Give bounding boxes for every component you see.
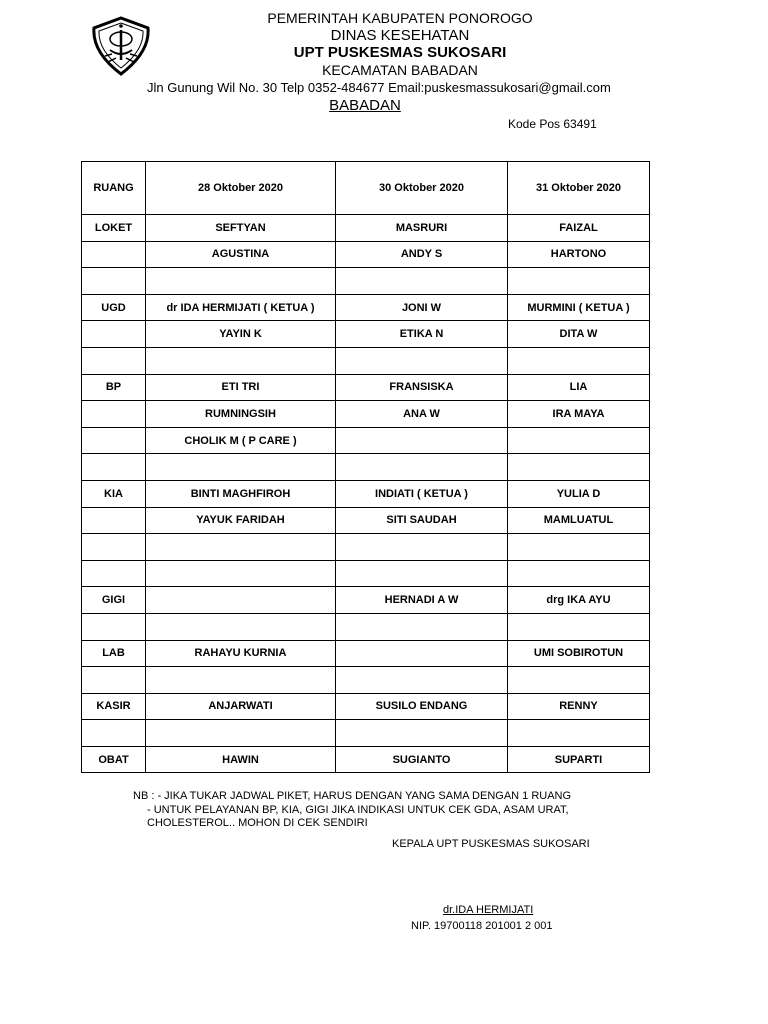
staff-cell — [336, 640, 508, 667]
staff-cell: IRA MAYA — [508, 401, 650, 428]
staff-cell — [508, 720, 650, 747]
room-cell — [82, 268, 146, 295]
room-cell: UGD — [82, 294, 146, 321]
table-row — [82, 215, 650, 242]
staff-cell — [336, 347, 508, 374]
room-cell — [82, 427, 146, 454]
header-cell-date: 28 Oktober 2020 — [146, 162, 336, 215]
staff-cell — [336, 454, 508, 481]
staff-cell — [508, 534, 650, 561]
note-line: NB : - JIKA TUKAR JADWAL PIKET, HARUS DENGAN YANG SAMA DENGAN 1 RUANG — [133, 790, 572, 802]
staff-cell: ETIKA N — [336, 321, 508, 348]
header-district-line: KECAMATAN BABADAN — [322, 62, 478, 78]
signature-nip: NIP. 19700118 201001 2 001 — [411, 920, 553, 932]
staff-cell — [336, 268, 508, 295]
room-cell — [82, 613, 146, 640]
room-cell — [82, 720, 146, 747]
room-cell — [82, 241, 146, 268]
table-row — [82, 321, 650, 348]
table-row — [82, 374, 650, 401]
staff-cell — [508, 427, 650, 454]
staff-cell: RENNY — [508, 693, 650, 720]
header-department-line: DINAS KESEHATAN — [330, 27, 470, 44]
staff-cell: dr IDA HERMIJATI ( KETUA ) — [146, 294, 336, 321]
table-row — [82, 667, 650, 694]
room-cell: LAB — [82, 640, 146, 667]
staff-cell: INDIATI ( KETUA ) — [336, 480, 508, 507]
staff-cell: ETI TRI — [146, 374, 336, 401]
staff-cell: RAHAYU KURNIA — [146, 640, 336, 667]
staff-cell — [508, 347, 650, 374]
duty-schedule-table — [81, 161, 650, 773]
staff-cell — [508, 268, 650, 295]
table-row — [82, 454, 650, 481]
staff-cell: BINTI MAGHFIROH — [146, 480, 336, 507]
staff-cell: MURMINI ( KETUA ) — [508, 294, 650, 321]
room-cell — [82, 534, 146, 561]
staff-cell: ANA W — [336, 401, 508, 428]
table-row — [82, 560, 650, 587]
table-row — [82, 294, 650, 321]
header-city: BABADAN — [329, 97, 401, 114]
staff-cell: YAYUK FARIDAH — [146, 507, 336, 534]
room-cell: BP — [82, 374, 146, 401]
room-cell: LOKET — [82, 215, 146, 242]
staff-cell: AGUSTINA — [146, 241, 336, 268]
table-row — [82, 587, 650, 614]
staff-cell — [146, 560, 336, 587]
room-cell — [82, 347, 146, 374]
staff-cell — [336, 613, 508, 640]
room-cell — [82, 667, 146, 694]
room-cell: OBAT — [82, 746, 146, 773]
table-row — [82, 347, 650, 374]
header-government-line: PEMERINTAH KABUPATEN PONOROGO — [267, 10, 533, 26]
table-row — [82, 401, 650, 428]
staff-cell — [146, 667, 336, 694]
staff-cell: JONI W — [336, 294, 508, 321]
table-row — [82, 268, 650, 295]
signature-title: KEPALA UPT PUSKESMAS SUKOSARI — [392, 838, 590, 850]
table-row — [82, 640, 650, 667]
table-row — [82, 507, 650, 534]
header-address: Jln Gunung Wil No. 30 Telp 0352-484677 Email:puskesmassukosari@gmail.com — [147, 80, 611, 95]
staff-cell — [508, 454, 650, 481]
staff-cell: SUGIANTO — [336, 746, 508, 773]
table-row — [82, 746, 650, 773]
staff-cell: MASRURI — [336, 215, 508, 242]
staff-cell — [146, 454, 336, 481]
staff-cell: ANDY S — [336, 241, 508, 268]
room-cell — [82, 560, 146, 587]
table-row — [82, 720, 650, 747]
signature-name: dr.IDA HERMIJATI — [443, 904, 534, 916]
table-header-row — [82, 162, 650, 215]
header-cell-date: 31 Oktober 2020 — [508, 162, 650, 215]
staff-cell: RUMNINGSIH — [146, 401, 336, 428]
staff-cell: SITI SAUDAH — [336, 507, 508, 534]
staff-cell — [336, 534, 508, 561]
table-row — [82, 534, 650, 561]
staff-cell — [336, 427, 508, 454]
note-line: - UNTUK PELAYANAN BP, KIA, GIGI JIKA INDIKASI UNTUK CEK GDA, ASAM URAT, — [147, 804, 569, 816]
staff-cell — [146, 613, 336, 640]
staff-cell — [508, 667, 650, 694]
staff-cell: SUSILO ENDANG — [336, 693, 508, 720]
room-cell: GIGI — [82, 587, 146, 614]
staff-cell: YAYIN K — [146, 321, 336, 348]
staff-cell — [146, 268, 336, 295]
staff-cell — [146, 720, 336, 747]
staff-cell: drg IKA AYU — [508, 587, 650, 614]
staff-cell — [146, 587, 336, 614]
staff-cell: ANJARWATI — [146, 693, 336, 720]
staff-cell: FAIZAL — [508, 215, 650, 242]
staff-cell — [336, 720, 508, 747]
room-cell — [82, 454, 146, 481]
staff-cell: UMI SOBIROTUN — [508, 640, 650, 667]
header-institution-line: UPT PUSKESMAS SUKOSARI — [293, 44, 507, 61]
header-postal-code: Kode Pos 63491 — [508, 117, 597, 131]
staff-cell: HAWIN — [146, 746, 336, 773]
staff-cell: DITA W — [508, 321, 650, 348]
regency-emblem-icon — [90, 16, 152, 76]
header-cell-date: 30 Oktober 2020 — [336, 162, 508, 215]
table-row — [82, 241, 650, 268]
staff-cell — [508, 560, 650, 587]
room-cell — [82, 321, 146, 348]
table-row — [82, 693, 650, 720]
staff-cell — [336, 667, 508, 694]
staff-cell — [508, 613, 650, 640]
room-cell: KIA — [82, 480, 146, 507]
staff-cell: SEFTYAN — [146, 215, 336, 242]
staff-cell: FRANSISKA — [336, 374, 508, 401]
staff-cell — [146, 347, 336, 374]
room-cell — [82, 401, 146, 428]
staff-cell: CHOLIK M ( P CARE ) — [146, 427, 336, 454]
table-row — [82, 480, 650, 507]
staff-cell: HERNADI A W — [336, 587, 508, 614]
room-cell — [82, 507, 146, 534]
note-line: CHOLESTEROL.. MOHON DI CEK SENDIRI — [147, 817, 368, 829]
staff-cell: LIA — [508, 374, 650, 401]
header-cell-room: RUANG — [82, 162, 146, 215]
staff-cell: YULIA D — [508, 480, 650, 507]
room-cell: KASIR — [82, 693, 146, 720]
table-row — [82, 427, 650, 454]
staff-cell: MAMLUATUL — [508, 507, 650, 534]
table-row — [82, 613, 650, 640]
staff-cell — [146, 534, 336, 561]
schedule-body — [82, 162, 650, 773]
staff-cell — [336, 560, 508, 587]
staff-cell: SUPARTI — [508, 746, 650, 773]
staff-cell: HARTONO — [508, 241, 650, 268]
